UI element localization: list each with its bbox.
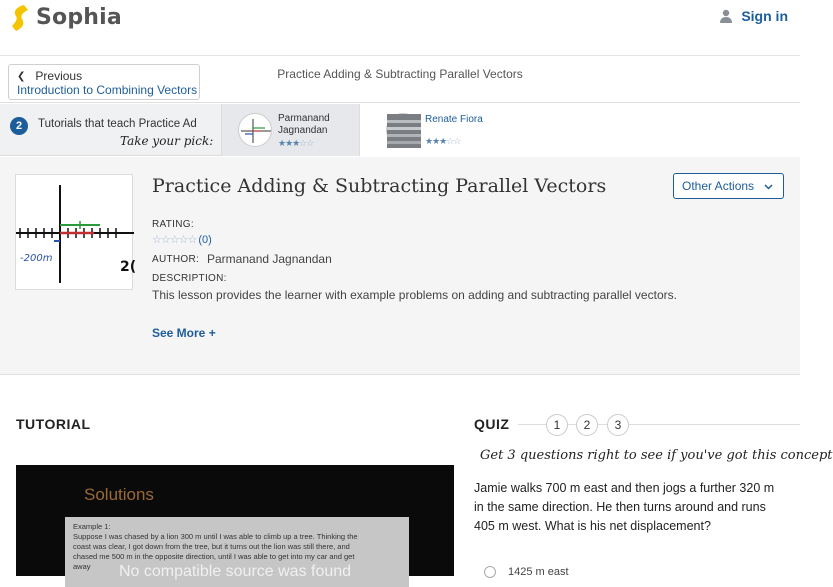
video-slide-title: Solutions bbox=[84, 485, 154, 504]
user-icon bbox=[719, 9, 733, 23]
chevron-down-icon bbox=[764, 179, 773, 193]
sophia-logo-icon bbox=[10, 4, 32, 30]
lesson-description: This lesson provides the learner with example problems on adding and subtracting parallel vectors. bbox=[152, 288, 677, 302]
brand-name: Sophia bbox=[36, 4, 122, 30]
previous-lesson-button[interactable] bbox=[8, 64, 200, 100]
rating-label: RATING: bbox=[152, 219, 194, 230]
lesson-nav-bar bbox=[0, 57, 800, 103]
quiz-step-1[interactable]: 1 bbox=[546, 414, 568, 436]
tutorial-rating-stars: ★★★☆☆ bbox=[278, 138, 314, 148]
tutorial-author-name[interactable]: Renate Fiora bbox=[425, 114, 483, 125]
description-label: DESCRIPTION: bbox=[152, 273, 227, 284]
lesson-thumbnail bbox=[15, 174, 137, 290]
lesson-info-section bbox=[0, 157, 800, 375]
tutorial-heading: TUTORIAL bbox=[16, 416, 91, 432]
previous-label: Previous bbox=[35, 69, 83, 83]
site-header bbox=[0, 0, 800, 56]
take-your-pick-label: Take your pick: bbox=[120, 134, 214, 148]
tutorial-card-renate[interactable] bbox=[359, 104, 800, 156]
video-slide-content: Example 1: Suppose I was chased by a lion 300 m until I was able to climb up a tree. Thinking the coast was clear, I got down from the tree, but it turns out the lion was still there, and chased me 500 m in the opposite direction, until I was able to get into my car and get away bbox=[65, 517, 409, 587]
tutorial-thumbnail bbox=[238, 113, 272, 147]
author-name: Parmanand Jagnandan bbox=[207, 252, 332, 266]
thumb-label-left: -200m bbox=[20, 253, 53, 264]
tutorial-author-first: Parmanand bbox=[278, 113, 330, 124]
lesson-title: Practice Adding & Subtracting Parallel Vectors bbox=[152, 175, 607, 197]
quiz-step-3[interactable]: 3 bbox=[607, 414, 629, 436]
answer-text: 1425 m east bbox=[508, 566, 569, 578]
tutorial-card-parmanand[interactable] bbox=[221, 104, 359, 156]
tutorial-rating-stars: ★★★☆☆ bbox=[425, 136, 461, 146]
sign-in-label: Sign in bbox=[741, 8, 788, 24]
quiz-heading: QUIZ bbox=[474, 416, 510, 432]
thumb-label-right: 2( bbox=[120, 259, 137, 275]
quiz-step-2[interactable]: 2 bbox=[576, 414, 598, 436]
quiz-answer-option[interactable] bbox=[484, 566, 569, 578]
author-label: AUTHOR: bbox=[152, 254, 200, 265]
see-more-link[interactable]: See More + bbox=[152, 326, 216, 340]
lesson-heading: Practice Adding & Subtracting Parallel Vectors bbox=[277, 67, 523, 81]
video-error-message: No compatible source was found bbox=[118, 563, 352, 580]
tutorials-strip bbox=[0, 104, 800, 156]
chevron-left-icon: ❮ bbox=[17, 70, 26, 82]
video-player[interactable] bbox=[16, 465, 454, 580]
quiz-question: Jamie walks 700 m east and then jogs a further 320 m in the same direction. He then turns around and runs 405 m west. What is his net displacement? bbox=[474, 481, 775, 533]
tutorial-author-last: Jagnandan bbox=[278, 125, 328, 136]
lesson-rating[interactable] bbox=[152, 233, 212, 246]
tutorial-thumbnail bbox=[386, 113, 420, 147]
answer-radio[interactable] bbox=[484, 566, 496, 578]
other-actions-button[interactable] bbox=[673, 173, 784, 199]
brand-logo[interactable] bbox=[10, 4, 122, 30]
previous-lesson-link[interactable]: Introduction to Combining Vectors bbox=[17, 83, 198, 97]
quiz-tagline: Get 3 questions right to see if you've got this concept bbox=[480, 448, 833, 463]
rating-stars[interactable]: ☆☆☆☆☆ bbox=[152, 234, 197, 246]
other-actions-label: Other Actions bbox=[682, 179, 755, 193]
sign-in-button[interactable] bbox=[719, 8, 788, 24]
rating-count[interactable]: (0) bbox=[198, 233, 212, 246]
tutorial-count-badge: 2 bbox=[10, 117, 28, 135]
tutorials-text: Tutorials that teach Practice Ad bbox=[38, 118, 197, 130]
